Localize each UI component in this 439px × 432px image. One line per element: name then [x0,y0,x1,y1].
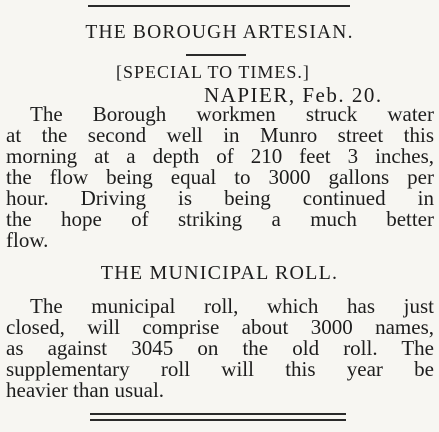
headline-borough-artesian: THE BOROUGH ARTESIAN. [85,22,354,43]
paragraph-line: closed, will comprise about 3000 names, [6,315,434,339]
paragraph-line: the flow being equal to 3000 gallons per [6,165,434,189]
headline-municipal-roll: THE MUNICIPAL ROLL. [100,262,339,284]
paragraph-line: The Borough workmen struck water [30,102,434,126]
paragraph-line: as against 3045 on the old roll. The [6,336,434,360]
top-rule [88,5,350,7]
paragraph-line: at the second well in Munro street this [6,123,434,147]
paragraph-line: supplementary roll will this year be [6,357,434,381]
bottom-rule-upper [90,413,346,415]
paragraph-line: hour. Driving is being continued in [6,186,434,210]
bottom-rule-lower [90,419,346,421]
headline-underline [186,54,246,56]
paragraph-line: morning at a depth of 210 feet 3 inches, [6,144,434,168]
paragraph-line: The municipal roll, which has just [30,294,434,318]
dateline: NAPIER, Feb. 20. [204,83,383,107]
paragraph-line: heavier than usual. [6,378,165,402]
paragraph-line: the hope of striking a much better [6,207,434,231]
paragraph-line: flow. [6,228,49,252]
credit-line: [SPECIAL TO TIMES.] [116,62,310,82]
